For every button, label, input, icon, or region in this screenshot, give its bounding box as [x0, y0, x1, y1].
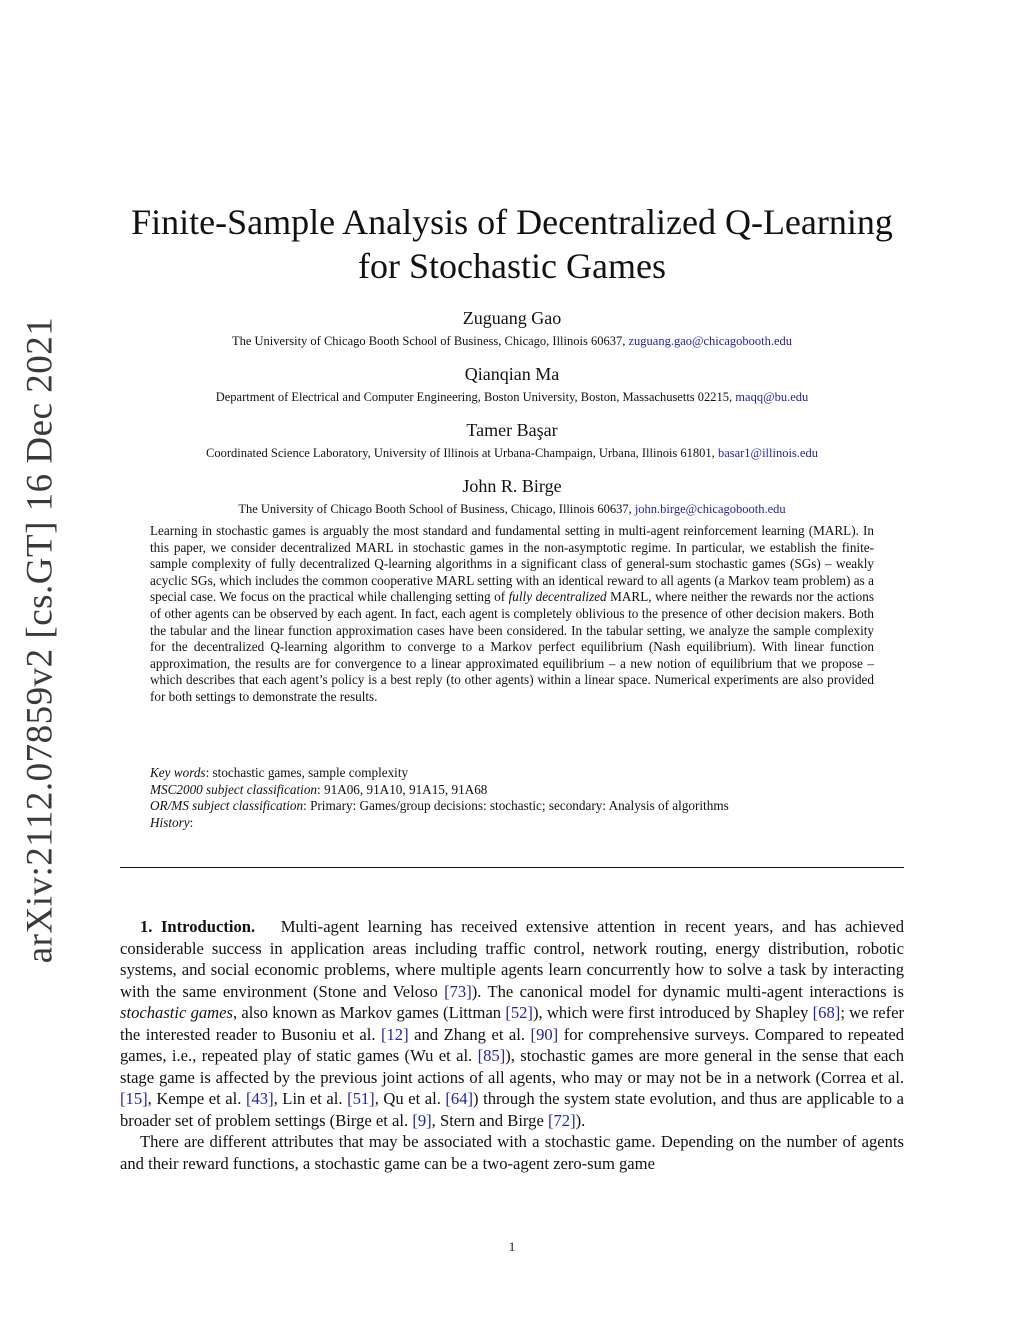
page-number: 1: [508, 1239, 516, 1254]
citation-link[interactable]: [72]: [547, 1110, 576, 1130]
text-run: Multi-agent learning has received extensive attention in recent years, and has achieved considerable success in application areas including traffic control, network routing, energy distribution, robotic systems, and social economic problems, where multiple agents learn concurrently how to solve a task by interacting with the same environment (Stone and Veloso: [120, 917, 904, 1001]
citation-link[interactable]: [52]: [505, 1003, 533, 1022]
author-email-link[interactable]: zuguang.gao@chicagobooth.edu: [628, 334, 793, 348]
author-affiliation: [0, 445, 1024, 461]
author-name: Tamer Başar: [466, 420, 558, 440]
citation-link[interactable]: [9]: [412, 1110, 432, 1130]
paper-metadata: [150, 765, 874, 831]
author-block: [0, 364, 1024, 405]
author-block: [0, 308, 1024, 349]
title-line-2: for Stochastic Games: [358, 246, 666, 286]
citation-link[interactable]: [43]: [245, 1089, 274, 1108]
author-name: Qianqian Ma: [464, 364, 560, 384]
text-run: , Qu et al.: [374, 1089, 446, 1108]
orms-label: OR/MS subject classification: [150, 798, 304, 814]
author-email-link[interactable]: maqq@bu.edu: [735, 390, 809, 404]
section-heading: 1. Introduction.: [140, 917, 256, 936]
text-run: ) through the system state evolution, and thus are applicable to a broader set of problem settings (Birge et al.: [120, 1089, 905, 1130]
msc-value: 91A06, 91A10, 91A15, 91A68: [324, 781, 488, 797]
author-email-link[interactable]: basar1@illinois.edu: [717, 446, 818, 460]
text-run: , Lin et al.: [273, 1089, 348, 1108]
paragraph: There are different attributes that may be associated with a stochastic game. Depending on the number of agents and their reward functions, a stochastic game can be a two-agent zero-sum game: [120, 1132, 904, 1173]
abstract-text: MARL, where neither the rewards nor the actions of other agents can be observed by each agent. In fact, each agent is completely oblivious to the presence of other decision makers. Both the tabular and the linear function approximation cases have been considered. In the tabular setting, we analyze the sample complexity for the decentralized Q-learning algorithm to converge to a Markov perfect equilibrium (Nash equilibrium). With linear function approximation, the results are for convergence to a linear approximated equilibrium – a new notion of equilibrium that we propose – which describes that each agent’s policy is a best reply (to other agents) within a linear space. Numerical experiments are also provided for both settings to demonstrate the results.: [150, 589, 875, 704]
author-affiliation: [0, 333, 1024, 349]
citation-link[interactable]: [68]: [812, 1003, 841, 1022]
affiliation-text: Coordinated Science Laboratory, University of Illinois at Urbana-Champaign, Urbana, Illinois 61801,: [206, 446, 718, 460]
author-block: [0, 420, 1024, 461]
orms-value: Primary: Games/group decisions: stochastic; secondary: Analysis of algorithms: [310, 798, 729, 814]
citation-link[interactable]: [51]: [347, 1089, 375, 1108]
affiliation-text: The University of Chicago Booth School of Business, Chicago, Illinois 60637,: [238, 502, 635, 516]
text-run: ), stochastic games are more general in the sense that each stage game is affected by the previous joint actions of all agents, who may or may not be in a network (Correa et al.: [120, 1046, 905, 1087]
citation-link[interactable]: [12]: [380, 1024, 409, 1044]
history: History:: [150, 814, 194, 830]
affiliation-text: Department of Electrical and Computer Engineering, Boston University, Boston, Massachusetts 02215,: [215, 390, 736, 404]
text-run: ; we refer the interested reader to Busoniu et al.: [120, 1003, 904, 1044]
history-label: History: [150, 814, 190, 830]
author-name: John R. Birge: [462, 476, 562, 496]
key-words-label: Key words: [150, 765, 206, 780]
author-name: Zuguang Gao: [462, 308, 562, 328]
text-run: ). The canonical model for dynamic multi-agent interactions is: [471, 981, 904, 1001]
msc-label: MSC2000 subject classification: [150, 781, 318, 797]
citation-link[interactable]: [85]: [477, 1046, 506, 1065]
text-run: ), which were first introduced by Shapley: [532, 1003, 813, 1022]
citation-link[interactable]: [90]: [530, 1024, 559, 1044]
text-run: , Kempe et al.: [147, 1089, 246, 1108]
arxiv-identifier: arXiv:2112.07859v2 [cs.GT] 16 Dec 2021: [19, 316, 61, 964]
author-affiliation: [0, 501, 1024, 517]
author-list: [0, 308, 1024, 532]
msc-classification: MSC2000 subject classification: 91A06, 91A10, 91A15, 91A68: [150, 781, 488, 797]
abstract-emphasis: fully decentralized: [508, 589, 607, 605]
citation-link[interactable]: [73]: [444, 981, 472, 1001]
affiliation-text: The University of Chicago Booth School of Business, Chicago, Illinois 60637,: [231, 334, 629, 348]
emphasis: stochastic games: [120, 1003, 233, 1022]
text-run: , Stern and Birge: [431, 1110, 548, 1130]
citation-link[interactable]: [64]: [445, 1089, 474, 1108]
text-run: for comprehensive surveys. Compared to repeated games, i.e., repeated play of static games (Wu et al.: [120, 1024, 904, 1065]
author-affiliation: [0, 389, 1024, 405]
text-run: , also known as Markov games (Littman: [232, 1003, 506, 1022]
key-words-value: stochastic games, sample complexity: [212, 765, 409, 780]
text-run: ).: [575, 1110, 586, 1130]
paragraph: [120, 916, 904, 1131]
orms-classification: OR/MS subject classification: Primary: Games/group decisions: stochastic; secondary: Analysis of algorithms: [150, 798, 729, 814]
text-run: and Zhang et al.: [408, 1024, 531, 1044]
abstract-text: Learning in stochastic games is arguably the most standard and fundamental setting in multi-agent reinforcement learning (MARL). In this paper, we consider decentralized MARL in stochastic games in the non-asymptotic regime. In particular, we establish the finite-sample complexity of fully decentralized Q-learning algorithms in a significant class of general-sum stochastic games (SGs) – weakly acyclic SGs, which includes the common cooperative MARL setting with an identical reward to all agents (a Markov team problem) as a special case. We focus on the practical while challenging setting of: [150, 523, 874, 605]
key-words: Key words: stochastic games, sample complexity: [150, 765, 409, 780]
author-email-link[interactable]: john.birge@chicagobooth.edu: [634, 502, 786, 516]
paper-title: [0, 200, 1024, 288]
title-line-1: Finite-Sample Analysis of Decentralized Q-Learning: [131, 202, 893, 242]
author-block: [0, 476, 1024, 517]
abstract: [150, 523, 874, 706]
section-divider: [120, 867, 904, 868]
citation-link[interactable]: [15]: [120, 1089, 148, 1108]
body-text: [120, 916, 904, 1174]
